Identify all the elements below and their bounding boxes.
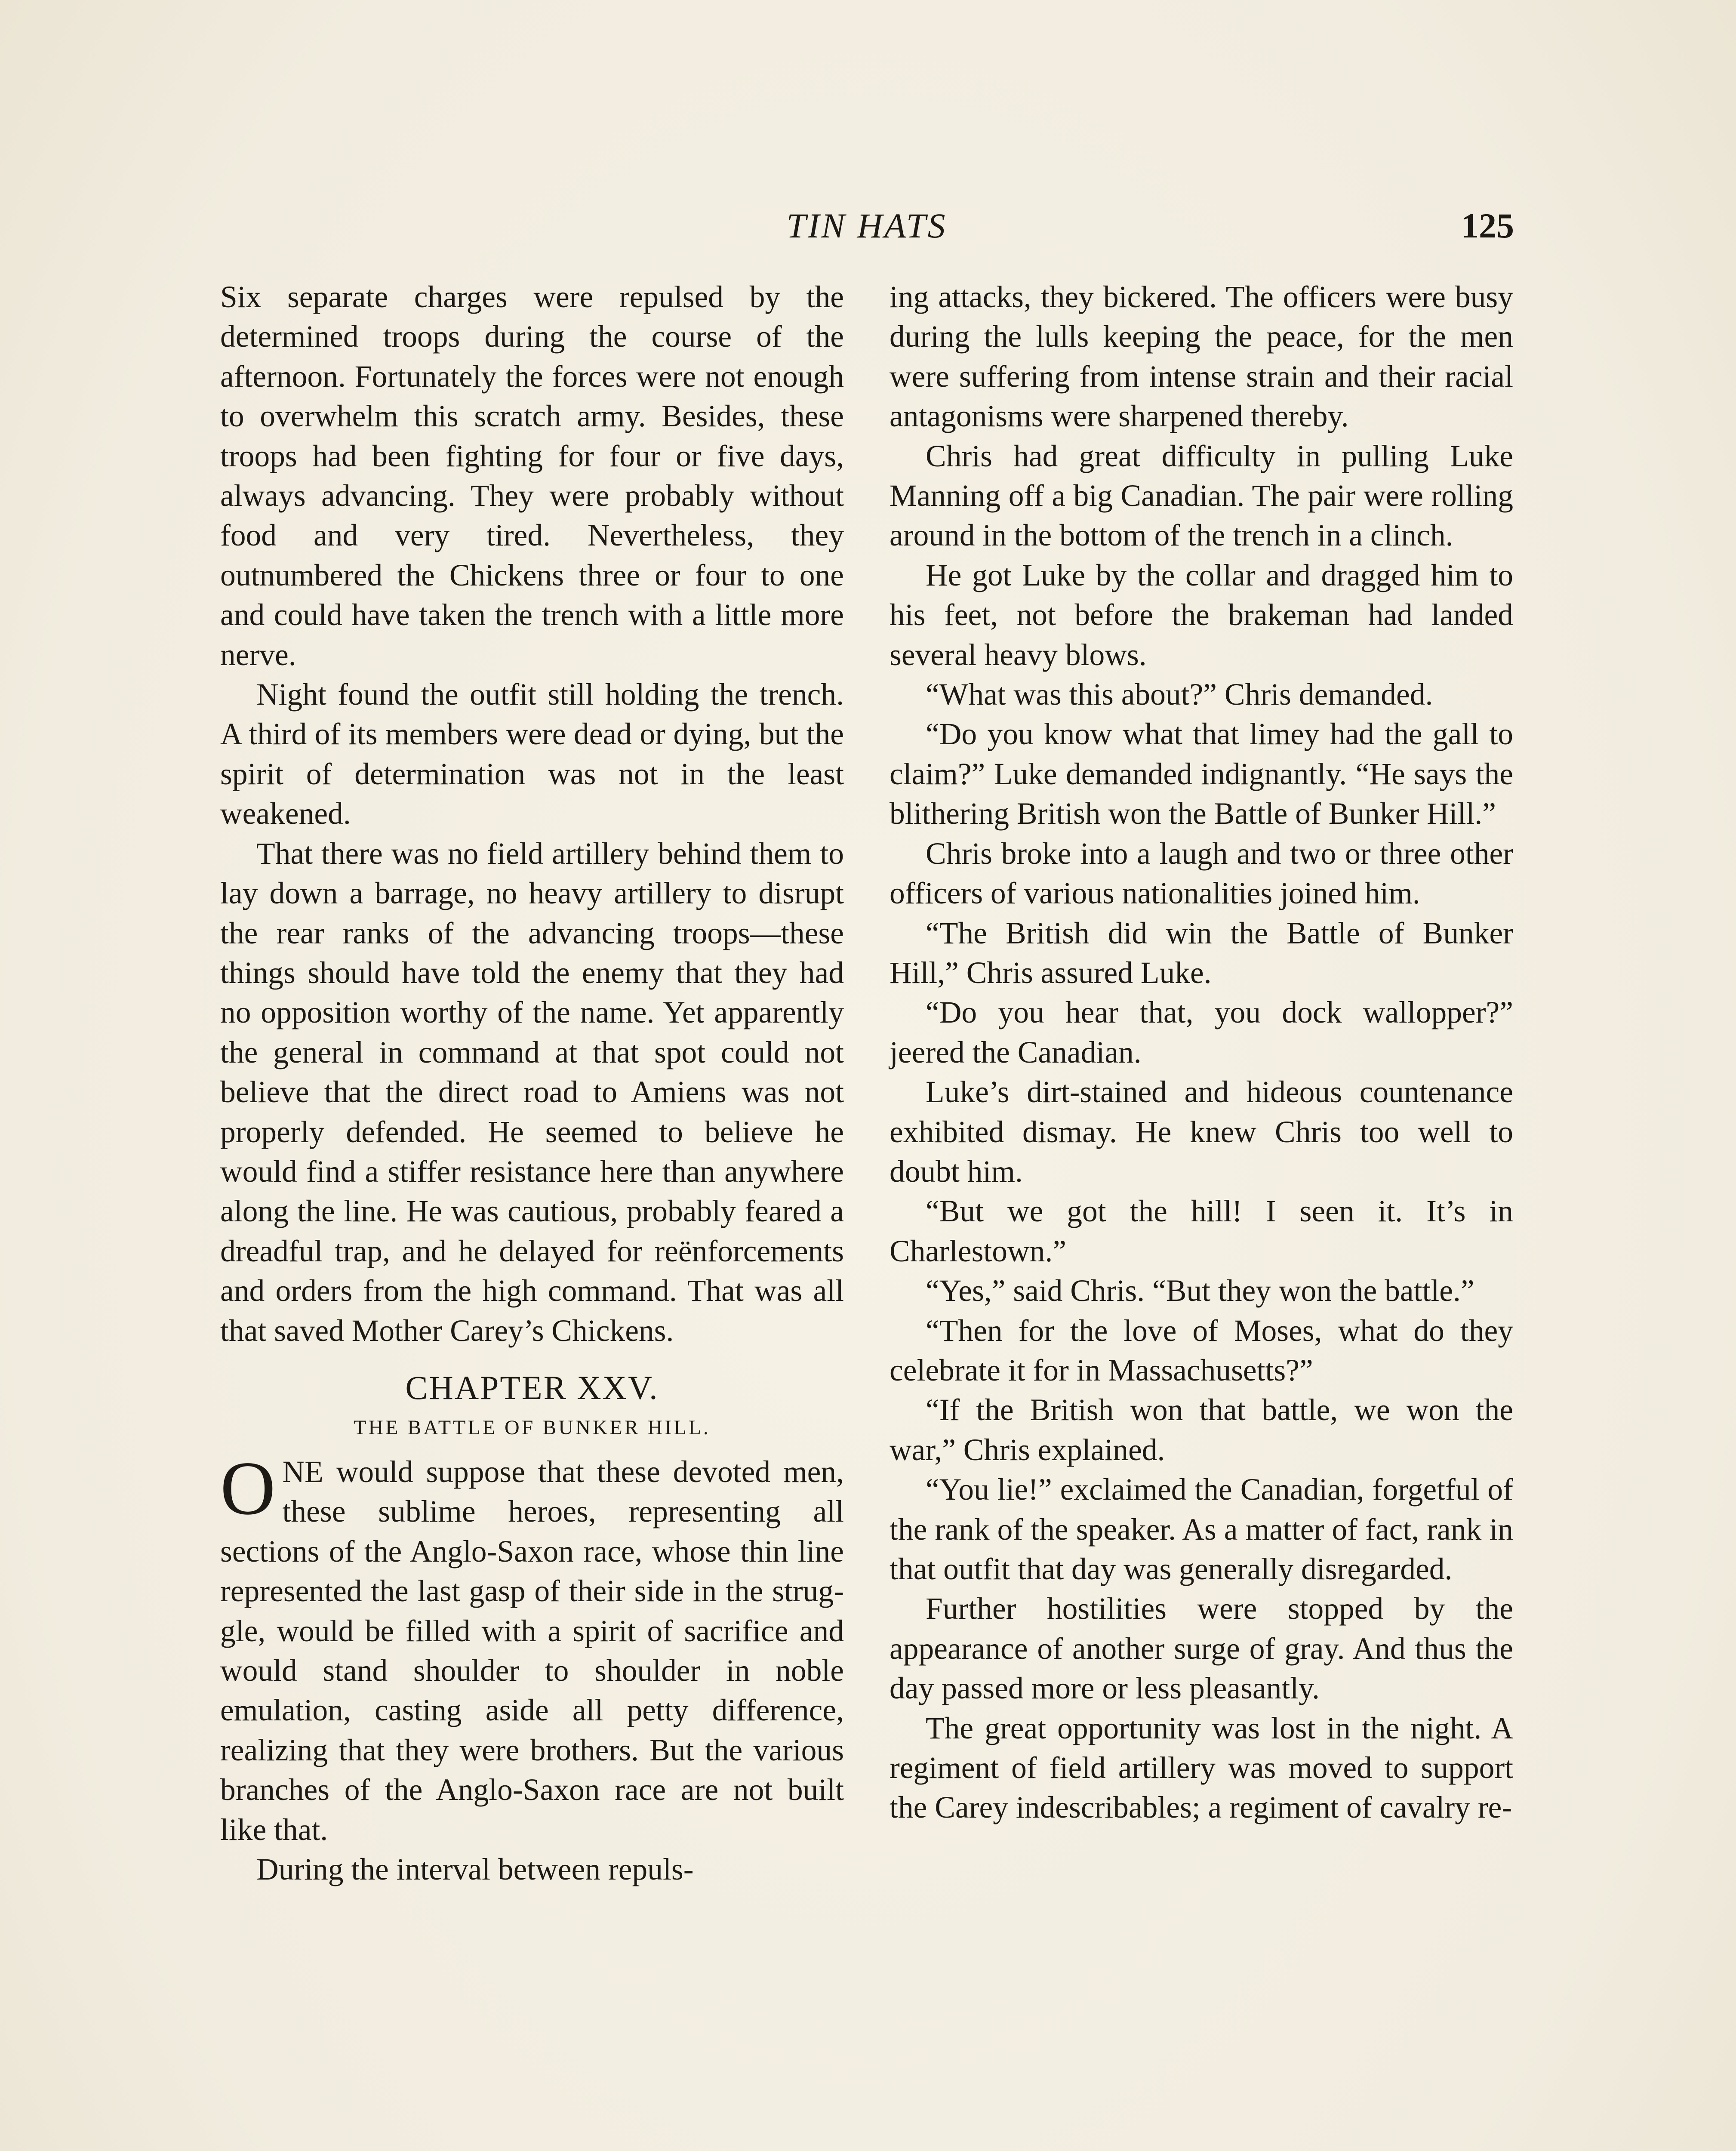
paragraph: “Do you know what that limey had the gall to claim?” Luke demanded indignantly. “He says the blithering British won the Battle of Bunker Hill.” xyxy=(890,717,1513,831)
paragraph: During the interval between repuls- xyxy=(256,1852,694,1887)
paragraph: The great opportunity was lost in the night. A regiment of field artillery was moved to support the Carey indescribables; a regiment of cavalry re- xyxy=(890,1711,1513,1825)
paragraph: He got Luke by the collar and dragged him to his feet, not before the brakeman had landed several heavy blows. xyxy=(890,558,1513,672)
paragraph: Luke’s dirt-stained and hideous countenance exhibited dismay. He knew Chris too well to doubt him. xyxy=(890,1075,1513,1189)
paragraph: “What was this about?” Chris demanded. xyxy=(926,678,1433,712)
paragraph: Chris broke into a laugh and two or three other officers of various nationalities joined him. xyxy=(890,836,1513,911)
paragraph: Further hostilities were stopped by the appearance of another surge of gray. And thus the day passed more or less pleasantly. xyxy=(890,1592,1513,1706)
left-column xyxy=(220,277,844,1889)
paragraph: “But we got the hill! I seen it. It’s in Charlestown.” xyxy=(890,1194,1513,1268)
paragraph: “The British did win the Battle of Bunker Hill,” Chris assured Luke. xyxy=(890,916,1513,990)
paragraph: “If the British won that battle, we won the war,” Chris explained. xyxy=(890,1393,1513,1467)
paragraph: “Yes,” said Chris. “But they won the battle.” xyxy=(926,1274,1474,1308)
chapter-subtitle: THE BATTLE OF BUNKER HILL. xyxy=(354,1416,711,1439)
running-header xyxy=(219,202,1514,258)
paragraph: ing attacks, they bickered. The officers were busy during the lulls keeping the peace, for the men were suffering from intense strain and their racial antagonisms were sharpened thereby. xyxy=(890,280,1513,434)
opening-text: NE would suppose that these devoted men, these sublime heroes, representing all sections of the Anglo-Saxon race, whose thin line represented the last gasp of their side in the struggle, would be filled with a spirit of sacrifice and would stand shoulder to shoulder in noble emulation, casting aside all petty difference, realizing that they were brothers. But the various branches of the Anglo-Saxon race are not built like that. xyxy=(220,1455,844,1847)
chapter-opening-paragraph xyxy=(220,1445,844,1850)
paragraph: “You lie!” exclaimed the Canadian, forgetful of the rank of the speaker. As a matter of fact, rank in that outfit that day was generally disregarded. xyxy=(890,1473,1513,1586)
paragraph: That there was no field artillery behind them to lay down a barrage, no heavy artillery to disrupt the rear ranks of the advancing troops—these things should have told the enemy that they had no opposition worthy of the name. Yet apparently the general in command at that spot could not believe that the direct road to Amiens was not properly defended. He seemed to believe he would find a stiffer resistance here than anywhere along the line. He was cautious, probably feared a dreadful trap, and he delayed for reënforcements and orders from the high command. That was all that saved Mother Carey’s Chickens. xyxy=(220,836,844,1348)
paragraph: Night found the outfit still holding the trench. A third of its members were dead or dying, but the spirit of determination was not in the least weakened. xyxy=(220,678,844,831)
drop-cap: O xyxy=(220,1445,276,1531)
paragraph: “Then for the love of Moses, what do they celebrate it for in Massachusetts?” xyxy=(890,1313,1513,1387)
page-number: 125 xyxy=(1461,206,1514,245)
right-column xyxy=(890,277,1513,1828)
paragraph: Six separate charges were repulsed by the determined troops during the course of the afternoon. Fortunately the forces were not enough to overwhelm this scratch army. Besides, these troops had been fighting for four or five days, always advancing. They were probably without food and very tired. Nevertheless, they outnumbered the Chickens three or four to one and could have taken the trench with a little more nerve. xyxy=(220,280,844,672)
running-title: TIN HATS xyxy=(786,206,947,245)
paragraph: Chris had great difficulty in pulling Luke Manning off a big Canadian. The pair were rolling around in the bottom of the trench in a clinch. xyxy=(890,439,1513,553)
paragraph: “Do you hear that, you dock wallopper?” jeered the Canadian. xyxy=(890,995,1513,1069)
chapter-title: CHAPTER XXV. xyxy=(405,1368,659,1406)
